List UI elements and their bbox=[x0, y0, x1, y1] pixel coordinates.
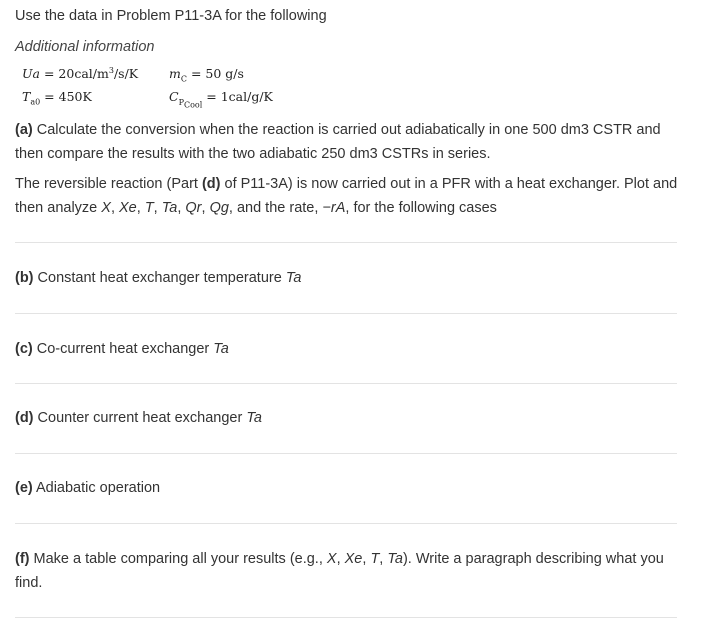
divider bbox=[15, 523, 677, 524]
part-c-question: (c) Co-current heat exchanger Ta bbox=[15, 341, 229, 357]
part-b-question: (b) Constant heat exchanger temperature Ta bbox=[15, 270, 302, 286]
part-d-question: (d) Counter current heat exchanger Ta bbox=[15, 410, 262, 426]
equation-ua: $Ua = 20cal/m^3/s/K$ bbox=[22, 66, 139, 82]
intro-text: Use the data in Problem P11-3A for the following bbox=[15, 8, 327, 24]
part-e-question: (e) Adiabatic operation bbox=[15, 480, 161, 496]
additional-info-heading: Additional information bbox=[15, 39, 155, 55]
equation-ta0: $T_{a0} = 450K$ bbox=[22, 89, 92, 107]
equation-mc: $m_C = 50$ g/s bbox=[169, 66, 244, 84]
part-f-question: (f) Make a table comparing all your results (e.g., X, Xe, T, Ta). Write a paragraph describing what you find. bbox=[15, 551, 664, 591]
pfr-description: The reversible reaction (Part (d) of P11-3A) is now carried out in a PFR with a heat exchanger. Plot and then analyze X, Xe, T, Ta, Qr, Qg, and the rate, −rA, for the following cases bbox=[15, 176, 678, 216]
divider bbox=[15, 453, 677, 454]
divider bbox=[15, 383, 677, 384]
divider bbox=[15, 242, 677, 243]
divider bbox=[15, 313, 677, 314]
part-a-question: (a) Calculate the conversion when the reaction is carried out adiabatically in one 500 dm3 CSTR and then compare the results with the two adiabatic 250 dm3 CSTRs in series. bbox=[15, 122, 661, 162]
equation-cp: $C_{P_{Cool}} = 1cal/g/K$ bbox=[169, 89, 273, 110]
